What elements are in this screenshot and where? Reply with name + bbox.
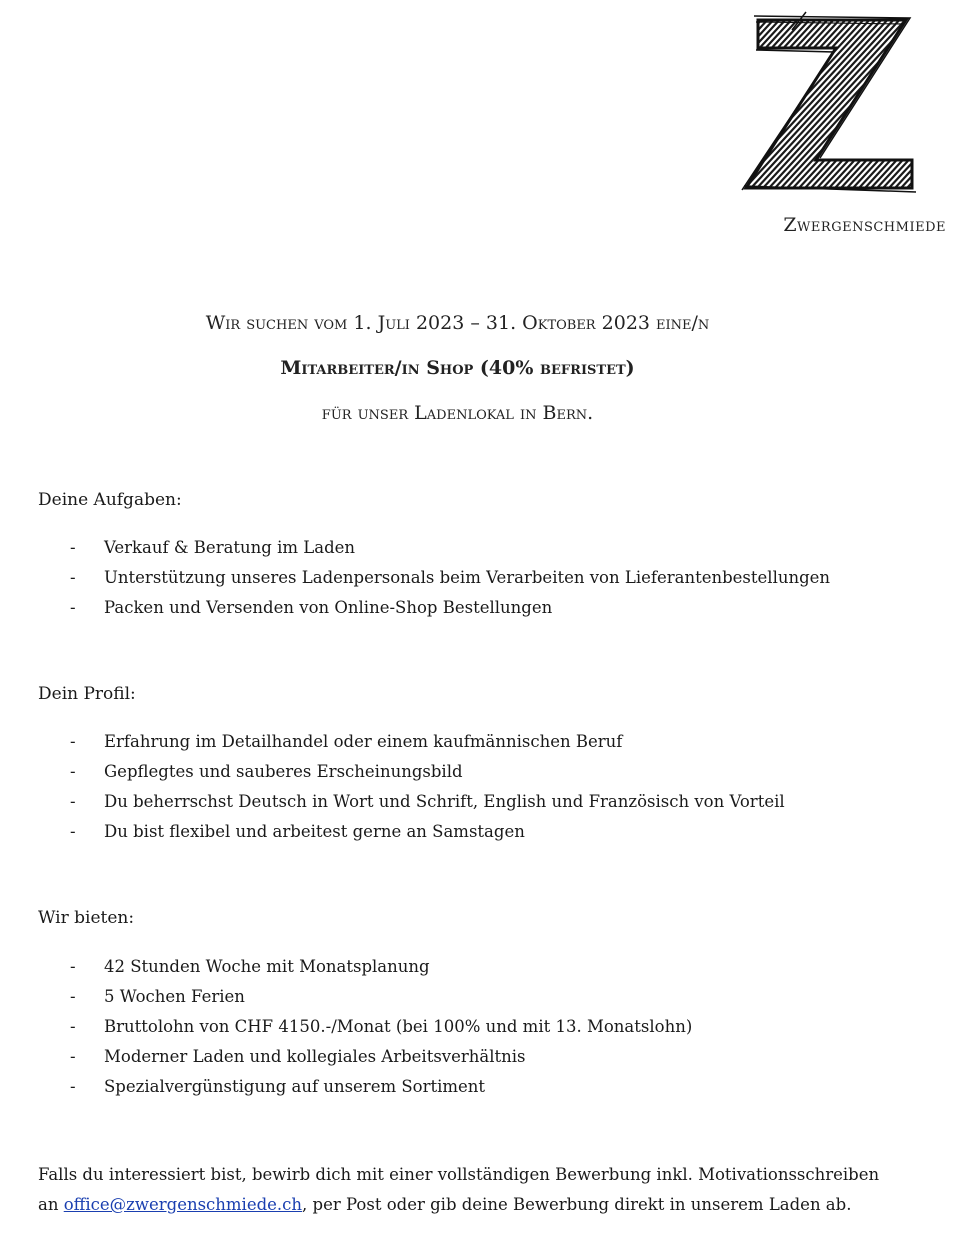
headline-period: Wir suchen vom 1. Juli 2023 – 31. Oktober 2023 eine/n [205, 312, 710, 334]
bullet-dash: - [70, 762, 76, 781]
application-note-line-2: an office@zwergenschmiede.ch, per Post oder gib deine Bewerbung direkt in unserem Laden ab. [38, 1195, 852, 1214]
bullet-dash: - [70, 957, 76, 976]
bullet-dash: - [70, 732, 76, 751]
brand-wordmark: Zwergenschmiede [783, 214, 946, 236]
bullet-dash: - [70, 1017, 76, 1036]
bullet-dash: - [70, 568, 76, 587]
sketch-z-logo-icon [736, 10, 920, 194]
bullet-dash: - [70, 1047, 76, 1066]
application-note [38, 1160, 938, 1220]
section-title-profile: Dein Profil: [38, 684, 136, 704]
bullet-dash: - [70, 792, 76, 811]
headline-position: Mitarbeiter/in Shop (40% befristet) [280, 357, 635, 379]
headline-location: für unser Ladenlokal in Bern. [321, 402, 594, 424]
section-title-tasks: Deine Aufgaben: [38, 490, 182, 510]
bullet-dash: - [70, 538, 76, 557]
bullet-dash: - [70, 1077, 76, 1096]
bullet-dash: - [70, 598, 76, 617]
email-link[interactable]: office@zwergenschmiede.ch [63, 1195, 303, 1214]
section-title-offer: Wir bieten: [38, 908, 135, 928]
bullet-dash: - [70, 987, 76, 1006]
application-note-line-1: Falls du interessiert bist, bewirb dich mit einer vollständigen Bewerbung inkl. Motivationsschreiben [38, 1165, 880, 1184]
bullet-dash: - [70, 822, 76, 841]
